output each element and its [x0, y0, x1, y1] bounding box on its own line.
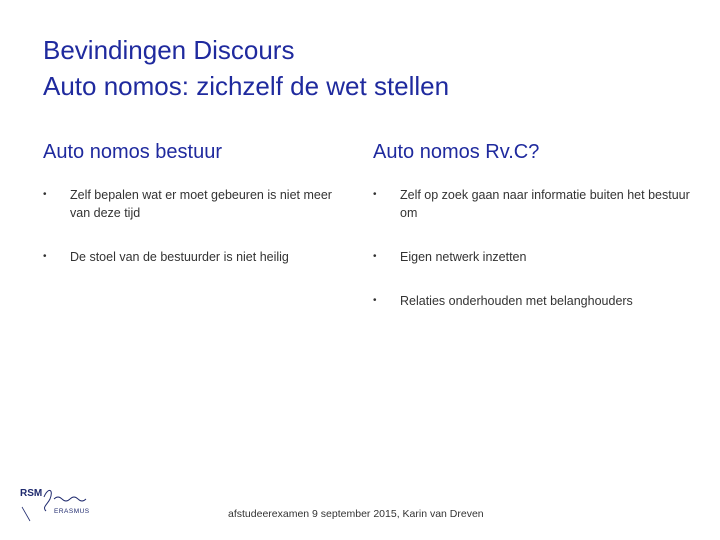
title-line-1: Bevindingen Discours — [43, 35, 295, 65]
list-item — [43, 186, 343, 222]
logo-rsm-text: RSM — [20, 488, 43, 499]
right-column-heading: Auto nomos Rv.C? — [373, 141, 540, 163]
list-item — [373, 248, 693, 266]
right-column — [373, 138, 693, 336]
left-column — [43, 138, 343, 292]
bullet-icon: • — [373, 189, 377, 200]
left-bullet-list — [43, 186, 343, 266]
bullet-text: Zelf bepalen wat er moet gebeuren is niet meer van deze tijd — [70, 188, 332, 220]
bullet-icon: • — [373, 251, 377, 262]
list-item — [43, 248, 343, 266]
slide-title — [43, 32, 683, 104]
bullet-text: De stoel van de bestuurder is niet heilig — [70, 250, 289, 264]
list-item — [373, 186, 693, 222]
bullet-icon: • — [43, 251, 47, 262]
bullet-icon: • — [373, 295, 377, 306]
logo-swirl-icon — [44, 490, 51, 511]
bullet-text: Eigen netwerk inzetten — [400, 250, 527, 264]
footer-text: afstudeerexamen 9 september 2015, Karin van Dreven — [228, 508, 484, 520]
logo-erasmus-text: ERASMUS — [54, 508, 90, 515]
list-item — [373, 292, 693, 310]
right-bullet-list — [373, 186, 693, 310]
bullet-icon: • — [43, 189, 47, 200]
bullet-text: Zelf op zoek gaan naar informatie buiten het bestuur om — [400, 188, 690, 220]
logo-script-icon — [54, 497, 86, 501]
title-line-2: Auto nomos: zichzelf de wet stellen — [43, 71, 450, 101]
rsm-erasmus-logo — [18, 485, 118, 525]
bullet-text: Relaties onderhouden met belanghouders — [400, 294, 633, 308]
logo-stroke-icon — [22, 507, 30, 521]
left-column-heading: Auto nomos bestuur — [43, 141, 222, 163]
